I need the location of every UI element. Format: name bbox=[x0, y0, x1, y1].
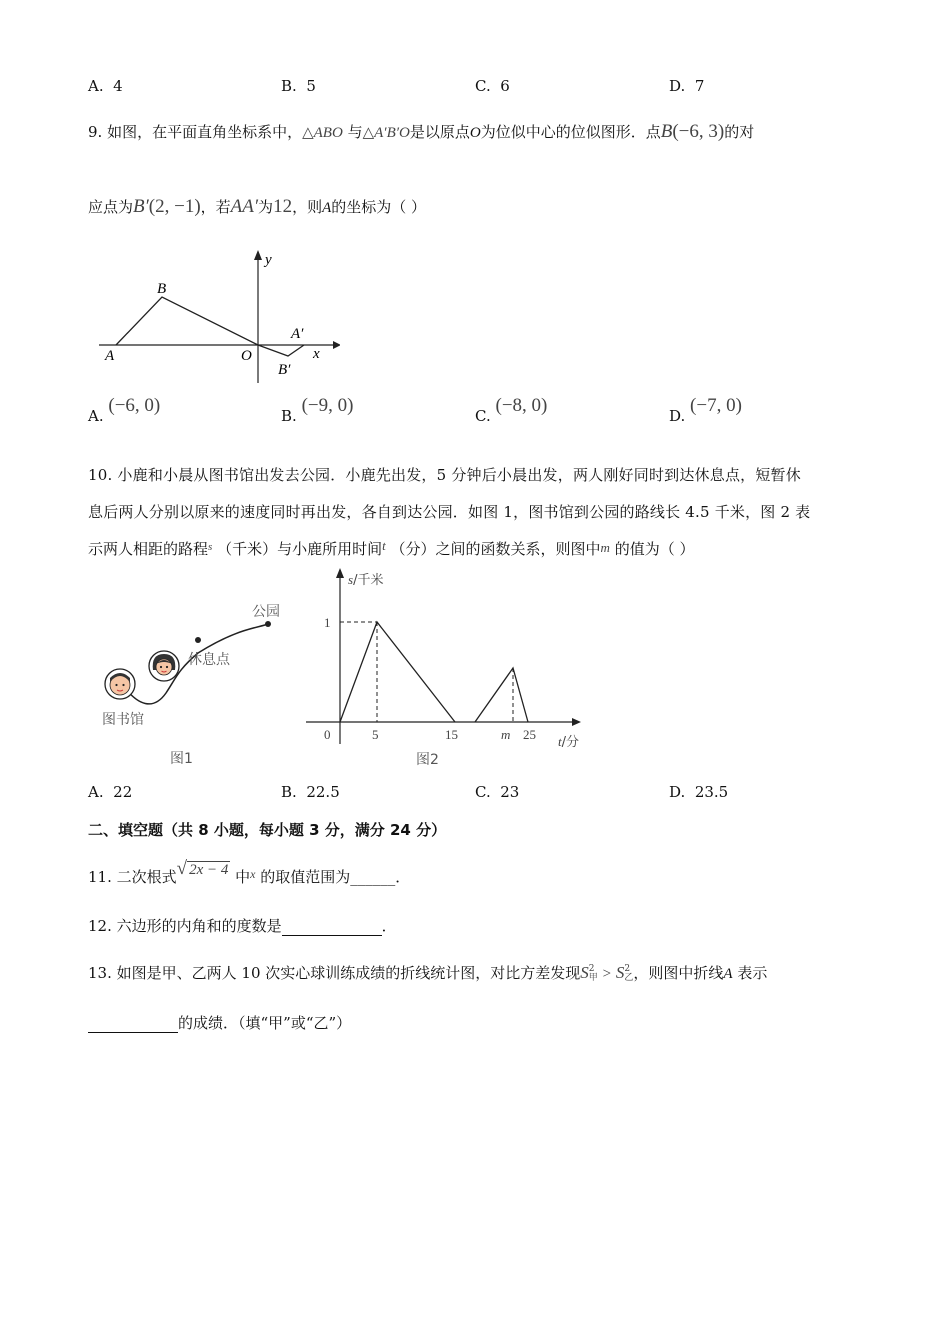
q9-option-b: B. (−9, 0) bbox=[281, 395, 354, 425]
q9-option-d: D. (−7, 0) bbox=[669, 395, 742, 425]
q8-option-b: B. 5 bbox=[281, 77, 316, 95]
q10-figure-1-route bbox=[98, 598, 288, 770]
q9-option-a: A. (−6, 0) bbox=[88, 395, 161, 425]
label-park: 公园 bbox=[252, 604, 280, 620]
figure-1-caption: 图1 bbox=[170, 751, 193, 767]
label-rest-point: 休息点 bbox=[188, 652, 230, 668]
q10-option-a: A. 22 bbox=[88, 783, 133, 801]
q10-stem-line2: 息后两人分别以原来的速度同时再出发，各自到达公园．如图 1，图书馆到公园的路线长 4.5 千米，图 2 表 bbox=[88, 503, 811, 521]
triangle-a2b2o bbox=[258, 345, 304, 356]
triangle-abo bbox=[116, 297, 258, 345]
girl-avatar-icon bbox=[149, 651, 179, 681]
tick-y-1: 1 bbox=[324, 615, 331, 630]
label-a-prime: A′ bbox=[291, 326, 304, 342]
tick-x-5: 5 bbox=[372, 727, 379, 742]
label-b-prime: B′ bbox=[278, 362, 291, 378]
tick-x-0: 0 bbox=[324, 727, 331, 742]
q12-stem: 12. 六边形的内角和的度数是 ． bbox=[88, 917, 397, 935]
distance-line-1 bbox=[340, 622, 455, 722]
label-b: B bbox=[157, 281, 167, 297]
label-library: 图书馆 bbox=[102, 712, 144, 728]
q8-option-a: A. 4 bbox=[88, 77, 123, 95]
park-dot bbox=[265, 621, 271, 627]
s-axis-arrow-icon bbox=[336, 568, 344, 578]
q13-stem-line2: 的成绩．（填“甲”或“乙”） bbox=[88, 1012, 351, 1033]
q13-answer-blank[interactable] bbox=[88, 1016, 178, 1033]
q10-stem-line1: 10. 小鹿和小晨从图书馆出发去公园．小鹿先出发，5 分钟后小晨出发，两人刚好同时到达休息点，短暂休 bbox=[88, 466, 801, 484]
tick-x-m: m bbox=[501, 727, 511, 742]
q9-stem-line1: 9. 如图，在平面直角坐标系中，△ABO 与△A′B′O是以原点O为位似中心的位似图形．点B(−6, 3)的对 bbox=[88, 121, 755, 142]
q9-option-c: C. (−8, 0) bbox=[475, 395, 548, 425]
x-axis-label: t/分 bbox=[558, 734, 580, 750]
radicand: 2x − 4 bbox=[189, 862, 229, 878]
distance-line-2 bbox=[475, 668, 528, 722]
label-x: x bbox=[313, 346, 320, 362]
tick-x-15: 15 bbox=[445, 727, 458, 742]
q10-option-d: D. 23.5 bbox=[669, 783, 729, 801]
label-a: A bbox=[105, 348, 115, 364]
label-y: y bbox=[265, 252, 272, 268]
t-axis-arrow-icon bbox=[572, 718, 581, 726]
figure-2-caption: 图2 bbox=[416, 752, 439, 768]
boy-avatar-icon bbox=[105, 669, 135, 699]
q8-option-c: C. 6 bbox=[475, 77, 510, 95]
q10-option-c: C. 23 bbox=[475, 783, 520, 801]
q10-option-b: B. 22.5 bbox=[281, 783, 340, 801]
q8-option-d: D. 7 bbox=[669, 77, 705, 95]
q12-answer-blank[interactable] bbox=[282, 919, 382, 936]
q13-stem-line1: 13. 如图是甲、乙两人 10 次实心球训练成绩的折线统计图，对比方差发现S 2 甲 > S 2 乙 ，则图中折线A 表示 bbox=[88, 963, 768, 983]
q10-stem-line3: 示两人相距的路程$^s$ （千米）与小鹿所用时间t （分）之间的函数关系，则图中m 的值为（ ） bbox=[88, 538, 695, 558]
tick-x-25: 25 bbox=[523, 727, 536, 742]
q9-coordinate-figure bbox=[95, 248, 340, 383]
y-axis-label: s/千米 bbox=[348, 572, 384, 588]
q10-figure-2-graph bbox=[300, 568, 592, 770]
x-axis-arrow-icon bbox=[333, 341, 340, 349]
y-axis-arrow-icon bbox=[254, 250, 262, 260]
label-o: O bbox=[241, 348, 252, 364]
q11-stem: 11. 二次根式√ 2x − 4 中$^x$ 的取值范围为______． bbox=[88, 858, 411, 886]
q9-stem-line2: 应点为B′(2, −1)，若AA′为12，则A的坐标为（ ） bbox=[88, 196, 427, 217]
rest-point-dot bbox=[195, 637, 201, 643]
section-2-title: 二、填空题（共 8 小题，每小题 3 分，满分 24 分） bbox=[88, 821, 447, 839]
